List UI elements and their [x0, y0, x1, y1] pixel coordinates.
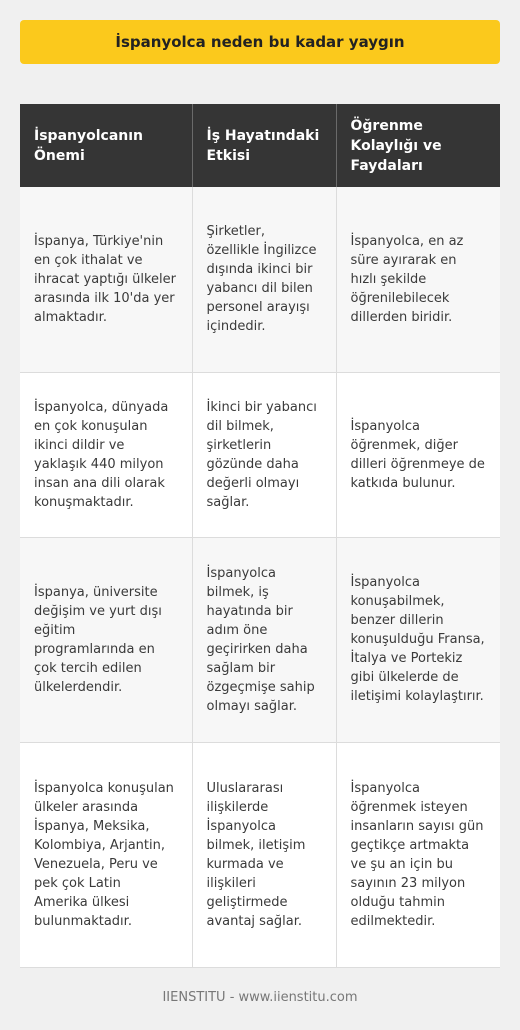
table-cell: İspanya, Türkiye'nin en çok ithalat ve ihracat yaptığı ülkeler arasında ilk 10'da yer almaktadır.	[20, 187, 192, 372]
table-cell: İspanyolca konuşulan ülkeler arasında İspanya, Meksika, Kolombiya, Arjantin, Venezuela, Peru ve pek çok Latin Amerika ülkesi bulunmaktadır.	[20, 742, 192, 967]
table-cell: İspanyolca, dünyada en çok konuşulan ikinci dildir ve yaklaşık 440 milyon insan ana dili olarak konuşmaktadır.	[20, 372, 192, 537]
table-row	[20, 372, 500, 537]
table-cell: İspanyolca bilmek, iş hayatında bir adım öne geçirirken daha sağlam bir özgeçmişe sahip olmayı sağlar.	[192, 537, 336, 742]
page-title: İspanyolca neden bu kadar yaygın	[115, 33, 405, 51]
table-cell: İspanyolca öğrenmek, diğer dilleri öğrenmeye de katkıda bulunur.	[336, 372, 500, 537]
table-cell: İspanyolca, en az süre ayırarak en hızlı şekilde öğrenilebilecek dillerden biridir.	[336, 187, 500, 372]
table-cell: Şirketler, özellikle İngilizce dışında ikinci bir yabancı dil bilen personel arayışı içindedir.	[192, 187, 336, 372]
column-header: İş Hayatındaki Etkisi	[192, 104, 336, 187]
table-row	[20, 537, 500, 742]
footer-credit: IIENSTITU - www.iienstitu.com	[162, 990, 358, 1005]
table-row	[20, 187, 500, 372]
table-row	[20, 742, 500, 967]
table-cell: İspanya, üniversite değişim ve yurt dışı eğitim programlarında en çok tercih edilen ülkelerdendir.	[20, 537, 192, 742]
table-cell: Uluslararası ilişkilerde İspanyolca bilmek, iletişim kurmada ve ilişkileri geliştirmede avantaj sağlar.	[192, 742, 336, 967]
comparison-table	[20, 104, 500, 968]
table-cell: İspanyolca konuşabilmek, benzer dillerin konuşulduğu Fransa, İtalya ve Portekiz gibi ülkelerde de iletişimi kolaylaştırır.	[336, 537, 500, 742]
column-header: İspanyolcanın Önemi	[20, 104, 192, 187]
table-cell: İspanyolca öğrenmek isteyen insanların sayısı gün geçtikçe artmakta ve şu an için bu sayının 23 milyon olduğu tahmin edilmektedir.	[336, 742, 500, 967]
column-header: Öğrenme Kolaylığı ve Faydaları	[336, 104, 500, 187]
title-banner	[20, 20, 500, 64]
table-header-row	[20, 104, 500, 187]
table-cell: İkinci bir yabancı dil bilmek, şirketlerin gözünde daha değerli olmayı sağlar.	[192, 372, 336, 537]
